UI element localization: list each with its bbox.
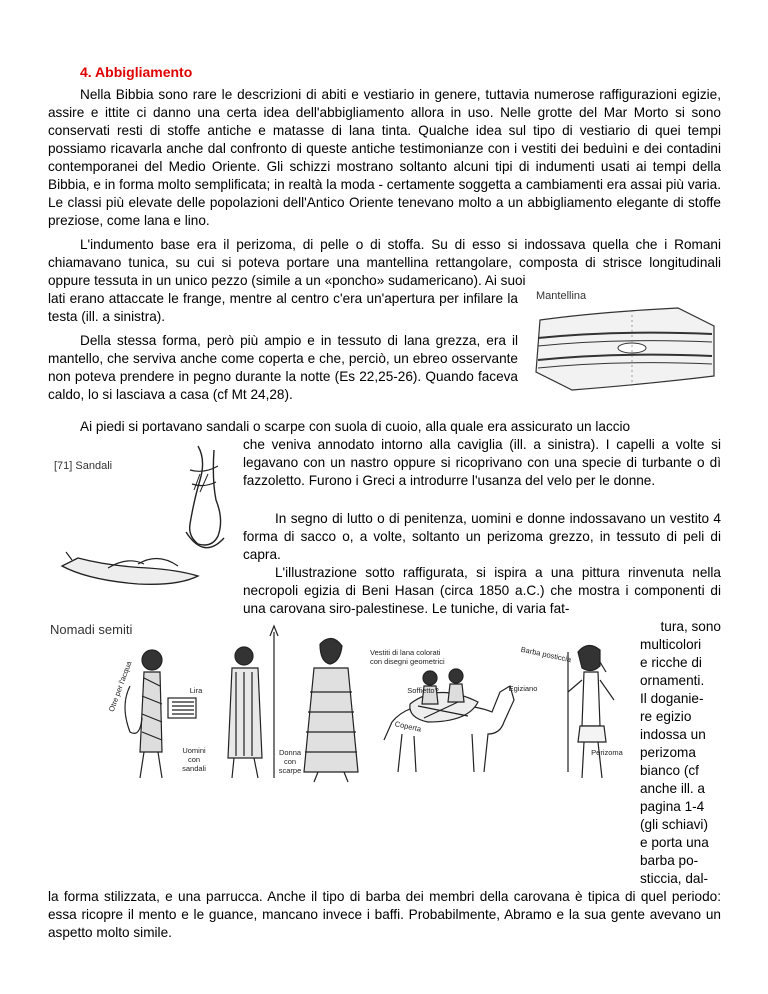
paragraph-illustrazione-text: L'illustrazione sotto raffigurata, si ispira a una pittura rinvenuta nella necropoli egizia di Beni Hasan (circa 1850 a.C.) che mostra i componenti di una carovana siro-palestinese. Le tuniche, di varia fat- — [243, 565, 721, 616]
column-line: multicolori — [640, 637, 702, 652]
paragraph-sandali-text: Ai piedi si portavano sandali o scarpe con suola di cuoio, alla quale era assicurato un laccio — [80, 419, 631, 434]
column-line: anche ill. a — [640, 781, 705, 796]
paragraph-mantello-text: Della stessa forma, però più ampio e in tessuto di lana grezza, era il mantello, che serviva anche come coperta e che, perciò, un ebreo osservante non poteva prendere in pegno durante la notte (Es 22,25-26). Quando faceva caldo, lo si lasciava a casa (cf Mt 24,28). — [48, 333, 518, 402]
column-line: pagina 1-4 — [640, 799, 705, 814]
paragraph-perizoma-text: L'indumento base era il perizoma, di pelle o di stoffa. Su di esso si indossava quella che i Romani chiamavano tunica, su cui si poteva portare una mantellina rettangolare, composta di strisce longitudinali oppure tessuta in un unico pezzo (simile a un «poncho» sudamericano). Ai suoi — [48, 237, 721, 288]
label-egiziano: Egiziano — [508, 684, 538, 693]
paragraph-perizoma-cont: lati erano attaccate le frange, mentre al centro c'era un'apertura per infilare la testa (ill. a sinistra). — [48, 291, 518, 324]
column-line: bianco (cf — [640, 763, 699, 778]
label-soffietto: Soffietto? — [407, 686, 439, 695]
column-line: indossa un — [640, 727, 706, 742]
column-line: re egizio — [640, 709, 692, 724]
label-otre: Otre per l'acqua — [106, 659, 134, 713]
column-line: tura, sono — [660, 619, 721, 634]
sandali-figure — [48, 440, 240, 610]
paragraph-intro-text: Nella Bibbia sono rare le descrizioni di abiti e vestiario in genere, tuttavia numerose raffigurazioni egizie, assire e ittite ci danno una certa idea dell'abbigliamento allora in uso. Nelle grotte del Mar Morto si sono conservati resti di stoffe antiche e matasse di lana tinta. Qualche idea sul tipo di vestiario di quei tempi possiamo ricavarla anche dal confronto di queste antiche testimonianze con i vestiti dei beduìni e dei contadini contemporanei del Medio Oriente. Gli schizzi mostrano soltanto alcuni tipi di indumenti usati ai tempi della Bibbia, e in forma molto semplificata; in realtà la moda - certamente soggetta a cambiamenti era assai più varia. Le classi più elevate delle popolazioni dell'Antico Oriente tenevano molto a un abbigliamento elegante di stoffe preziose, come lana e lino. — [48, 87, 721, 228]
column-line: e ricche di — [640, 655, 702, 670]
paragraph-illustrazione — [243, 564, 721, 618]
nomad-woman-figure — [304, 638, 358, 782]
paragraph-sandali-cont: che veniva annodato intorno alla caviglia (ill. a sinistra). I capelli a volte si legavano con un nastro oppure si ricoprivano con una specie di turbante o dì fazzoletto. Furono i Greci a introdurre l'usanza del velo per le donne. — [243, 437, 721, 488]
mantellina-caption: Mantellina — [536, 290, 587, 302]
mantellina-figure — [528, 290, 720, 394]
paragraph-lutto — [243, 510, 721, 564]
label-lira: Lira — [189, 686, 203, 695]
column-line: Il doganie- — [640, 691, 704, 706]
nomadi-caption: Nomadi semiti — [50, 622, 133, 637]
column-line: perizoma — [640, 745, 696, 760]
column-line: barba po- — [640, 853, 699, 868]
section-heading: 4. Abbigliamento — [80, 64, 193, 80]
label-perizoma: Perizoma — [591, 748, 623, 757]
paragraph-sandali — [48, 418, 721, 436]
label-donna: Donna con scarpe — [278, 748, 302, 775]
paragraph-perizoma — [48, 236, 721, 290]
paragraph-intro — [48, 86, 721, 230]
nomadi-figure — [48, 622, 636, 784]
mantellina-drawing — [528, 290, 720, 394]
label-coperta: Coperta — [394, 719, 422, 734]
paragraph-conclusione: la forma stilizzata, e una parrucca. Anche il tipo di barba dei membri della carovana è tipica di quel periodo: essa ricopre il mento e le guance, mancano invece i baffi. Probabilmente, Abramo e la sua gente avevano un aspetto molto simile. — [48, 889, 721, 940]
column-line: ornamenti. — [640, 673, 705, 688]
paragraph-lutto-text: In segno di lutto o di penitenza, uomini e donne indossavano un vestito 4 forma di sacco o, a volte, soltanto un perizoma grezzo, in tessuto di peli di capra. — [243, 511, 721, 562]
label-vestiti: Vestiti di lana colorati con disegni geometrici — [370, 648, 445, 666]
label-uomini: Uomini con sandali — [182, 746, 206, 773]
label-barba: Barba posticcia — [519, 644, 573, 665]
column-line: sticcia, dal- — [640, 871, 708, 886]
column-line: e porta una — [640, 835, 709, 850]
paragraph-mantello — [48, 332, 518, 404]
column-line: (gli schiavi) — [640, 817, 708, 832]
sandali-caption: [71] Sandali — [54, 460, 113, 472]
